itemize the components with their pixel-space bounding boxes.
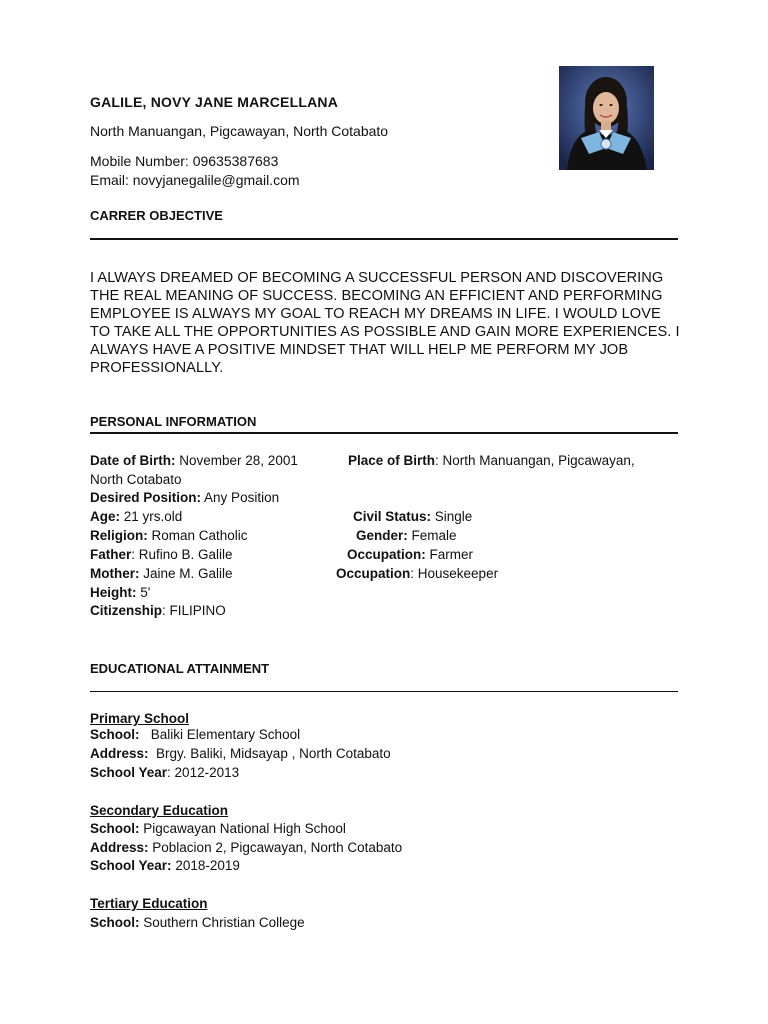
primary-year-label: School Year [90, 765, 168, 780]
secondary-address-row [90, 840, 402, 855]
tertiary-school-value: Southern Christian College [143, 915, 305, 930]
desired-position-row [90, 490, 279, 505]
secondary-address-label: Address: [90, 840, 149, 855]
primary-school-value: Baliki Elementary School [150, 727, 301, 742]
section-divider [90, 691, 678, 692]
secondary-year-value: 2018-2019 [175, 858, 240, 873]
citizenship-label: Citizenship [90, 603, 163, 618]
mother-occupation-value: : Housekeeper [410, 566, 499, 581]
primary-school-heading: Primary School [90, 711, 190, 726]
address-line: North Manuangan, Pigcawayan, North Cotabato [90, 123, 389, 139]
mobile-number: Mobile Number: 09635387683 [90, 153, 279, 169]
age-row [90, 509, 182, 524]
religion-label: Religion: [90, 528, 148, 543]
dob-value: November 28, 2001 [179, 453, 298, 468]
tertiary-education-heading: Tertiary Education [90, 896, 208, 911]
primary-address-row [90, 746, 391, 761]
secondary-year-row [90, 858, 240, 873]
secondary-address-value: Poblacion 2, Pigcawayan, North Cotabato [152, 840, 403, 855]
father-occupation-row [347, 547, 473, 562]
age-label: Age: [90, 509, 120, 524]
age-value: 21 yrs.old [123, 509, 183, 524]
primary-school-label: School: [90, 727, 140, 742]
mother-label: Mother: [90, 566, 140, 581]
secondary-school-label: School: [90, 821, 140, 836]
civil-label: Civil Status: [353, 509, 432, 524]
height-row [90, 585, 150, 600]
citizenship-value: : FILIPINO [162, 603, 226, 618]
graduation-portrait-icon [559, 66, 654, 170]
dob-label: Date of Birth: [90, 453, 176, 468]
mother-occupation-label: Occupation [336, 566, 411, 581]
height-value: 5' [140, 585, 151, 600]
civil-status-row [353, 509, 472, 524]
primary-year-row [90, 765, 239, 780]
email-line: Email: novyjanegalile@gmail.com [90, 172, 300, 188]
citizenship-row [90, 603, 226, 618]
religion-row [90, 528, 248, 543]
mother-occupation-row [336, 566, 498, 581]
father-label: Father [90, 547, 132, 562]
tertiary-school-label: School: [90, 915, 140, 930]
position-value: Any Position [204, 490, 280, 505]
civil-value: Single [434, 509, 473, 524]
place-of-birth-continued: North Cotabato [90, 472, 182, 487]
section-divider [90, 238, 678, 240]
profile-photo [559, 66, 654, 170]
pob-value: : North Manuangan, Pigcawayan, [435, 453, 635, 468]
education-title: EDUCATIONAL ATTAINMENT [90, 661, 270, 676]
applicant-name: GALILE, NOVY JANE MARCELLANA [90, 94, 339, 110]
primary-address-value: Brgy. Baliki, Midsayap , North Cotabato [156, 746, 391, 761]
mother-row [90, 566, 233, 581]
objective-text: I ALWAYS DREAMED OF BECOMING A SUCCESSFUL PERSON AND DISCOVERING THE REAL MEANING OF SUCCESS. BECOMING AN EFFICIENT AND PERFORMING EMPLOYEE IS ALWAYS MY GOAL TO REACH MY DREAMS IN LIFE. I WOULD LOVE TO TAKE ALL THE OPPORTUNITIES AS POSSIBLE AND GAIN MORE EXPERIENCES. I ALWAYS HAVE A POSITIVE MINDSET THAT WILL HELP ME PERFORM MY JOB PROFESSIONALLY. [90, 270, 680, 376]
father-occupation-label: Occupation: [347, 547, 426, 562]
gender-row [356, 528, 457, 543]
height-label: Height: [90, 585, 137, 600]
date-of-birth-row [90, 453, 298, 468]
position-label: Desired Position: [90, 490, 202, 505]
mother-value: Jaine M. Galile [143, 566, 233, 581]
section-divider [90, 432, 678, 434]
pob-label: Place of Birth [348, 453, 436, 468]
gender-value: Female [411, 528, 457, 543]
primary-year-value: : 2012-2013 [167, 765, 240, 780]
personal-info-title: PERSONAL INFORMATION [90, 414, 257, 429]
secondary-school-value: Pigcawayan National High School [143, 821, 346, 836]
religion-value: Roman Catholic [151, 528, 248, 543]
secondary-education-heading: Secondary Education [90, 803, 229, 818]
gender-label: Gender: [356, 528, 408, 543]
father-occupation-value: Farmer [429, 547, 474, 562]
primary-address-label: Address: [90, 746, 149, 761]
secondary-school-row [90, 821, 346, 836]
secondary-year-label: School Year: [90, 858, 172, 873]
objective-title: CARRER OBJECTIVE [90, 208, 223, 223]
primary-school-row [90, 727, 300, 742]
father-row [90, 547, 233, 562]
tertiary-school-row [90, 915, 305, 930]
place-of-birth-row [348, 453, 635, 468]
father-value: : Rufino B. Galile [131, 547, 233, 562]
